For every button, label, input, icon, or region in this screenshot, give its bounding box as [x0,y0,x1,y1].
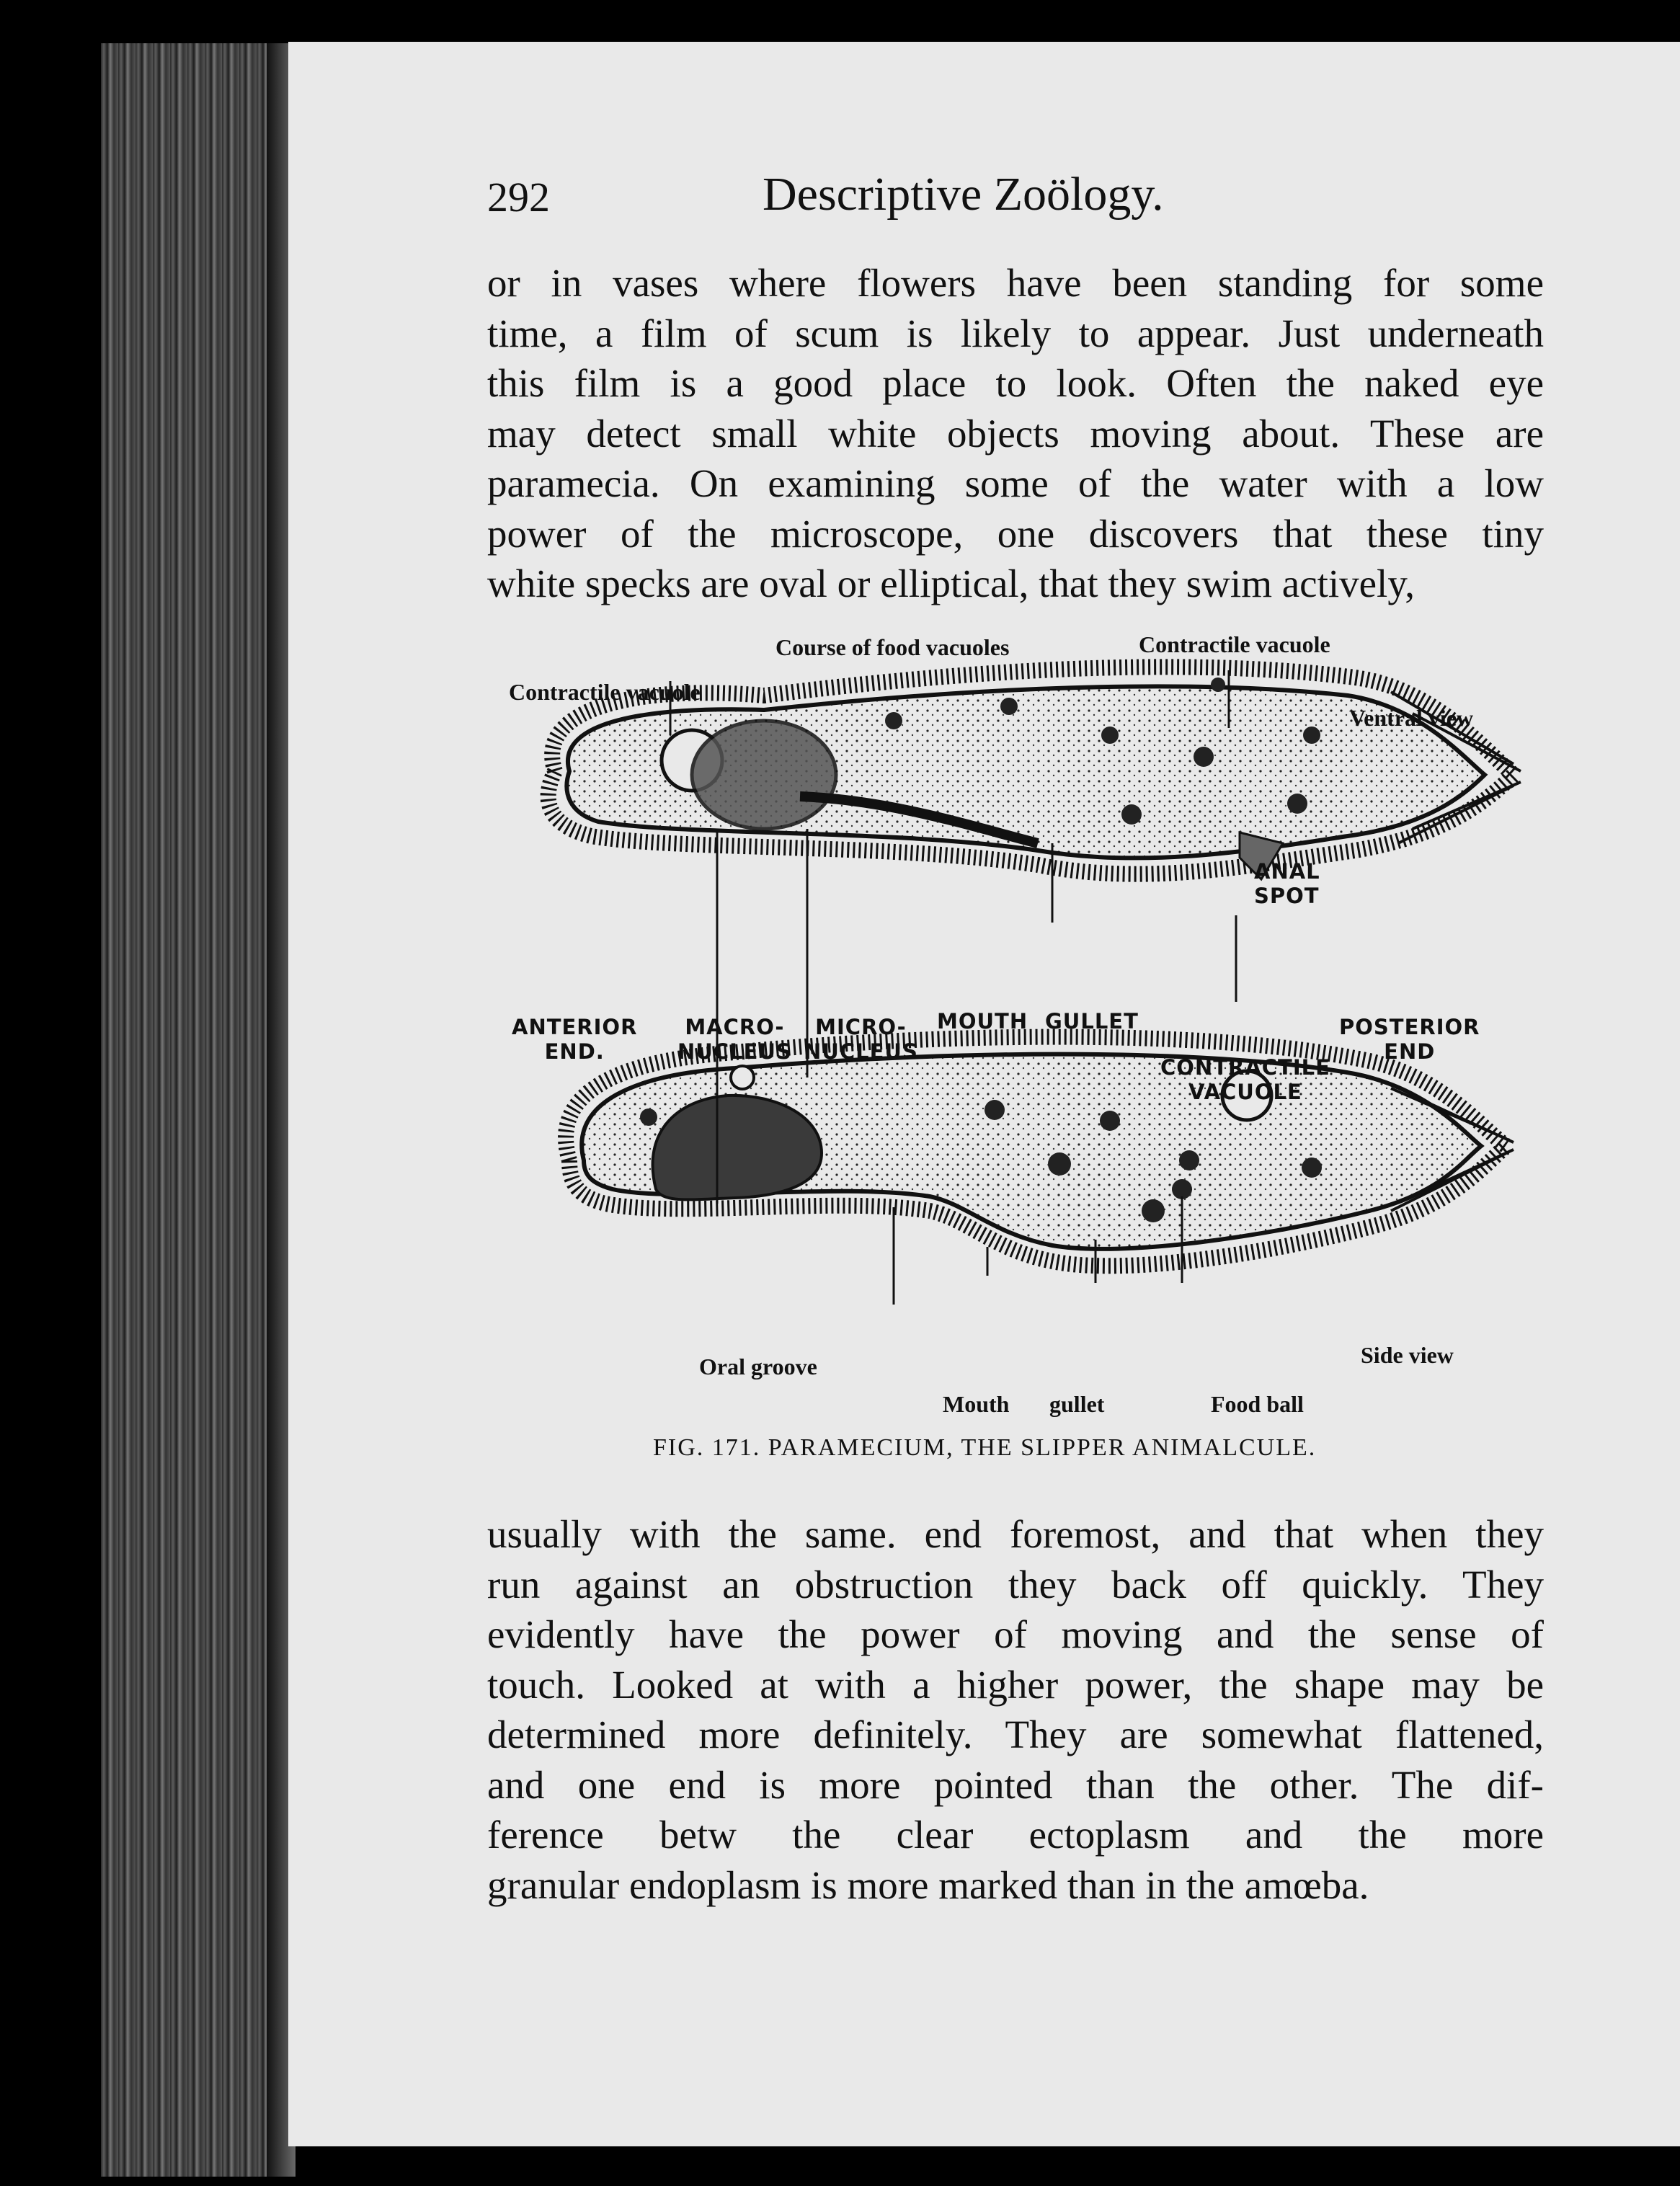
running-title: Descriptive Zoölogy. [763,168,1164,221]
figure-caption: FIG. 171. PARAMECIUM, THE SLIPPER ANIMALCULE. [653,1434,1317,1461]
paragraph-bottom [487,1509,1544,1910]
label-posterior-end: POSTERIOR END [1339,1015,1480,1064]
text-line: this film is a good place to look. Often the naked eye [487,361,1544,405]
text-line: or in vases where flowers have been standing for some [487,261,1544,305]
label-macronucleus: MACRO- NUCLEUS [677,1015,792,1064]
side-view-organism [566,1037,1514,1266]
text-line: touch. Looked at with a higher power, the shape may be [487,1662,1544,1707]
label-gullet-lower: gullet [1049,1391,1105,1417]
text-line: ference betw the clear ectoplasm and the more [487,1813,1544,1857]
page-number: 292 [487,174,550,221]
text-line: time, a film of scum is likely to appear. Just underneath [487,311,1544,355]
text-line: run against an obstruction they back off quickly. They [487,1562,1544,1607]
label-ventral-view: Ventral view [1349,705,1474,731]
label-gullet-upper: GULLET [1045,1009,1139,1034]
text-line: paramecia. On examining some of the water with a low [487,461,1544,505]
text-line: determined more definitely. They are somewhat flattened, [487,1712,1544,1756]
text-line: usually with the same. end foremost, and that when they [487,1512,1544,1556]
label-mouth-lower: Mouth [943,1391,1010,1417]
label-food-ball: Food ball [1211,1391,1304,1417]
text-line: and one end is more pointed than the other. The dif- [487,1762,1544,1807]
text-line: evidently have the power of moving and the sense of [487,1612,1544,1656]
label-anterior-end: ANTERIOR END. [512,1015,638,1064]
text-line: granular endoplasm is more marked than in the amœba. [487,1862,1369,1907]
label-mouth-upper: MOUTH [937,1009,1028,1034]
paragraph-top [487,258,1544,609]
text-line: white specks are oval or elliptical, that they swim actively, [487,561,1415,605]
label-course-of-food-vacuoles: Course of food vacuoles [775,634,1010,660]
label-anal-spot: ANAL SPOT [1254,859,1320,908]
label-contractile-vacuole-top: Contractile vacuole [1139,631,1330,657]
paramecium-figure [461,627,1571,1478]
text-line: power of the microscope, one discovers that these tiny [487,511,1544,556]
label-side-view: Side view [1361,1342,1454,1368]
macronucleus-side-shape [653,1096,822,1200]
label-oral-groove: Oral groove [699,1354,817,1379]
macronucleus-shape [692,721,836,829]
label-micronucleus: MICRO- NUCLEUS [804,1015,918,1064]
text-line: may detect small white objects moving about. These are [487,411,1544,456]
label-contractile-vacuole-left: Contractile vacuole [509,679,701,705]
label-contractile-vacuole-side: CONTRACTILE VACUOLE [1160,1055,1330,1104]
book-spine [101,43,288,2177]
